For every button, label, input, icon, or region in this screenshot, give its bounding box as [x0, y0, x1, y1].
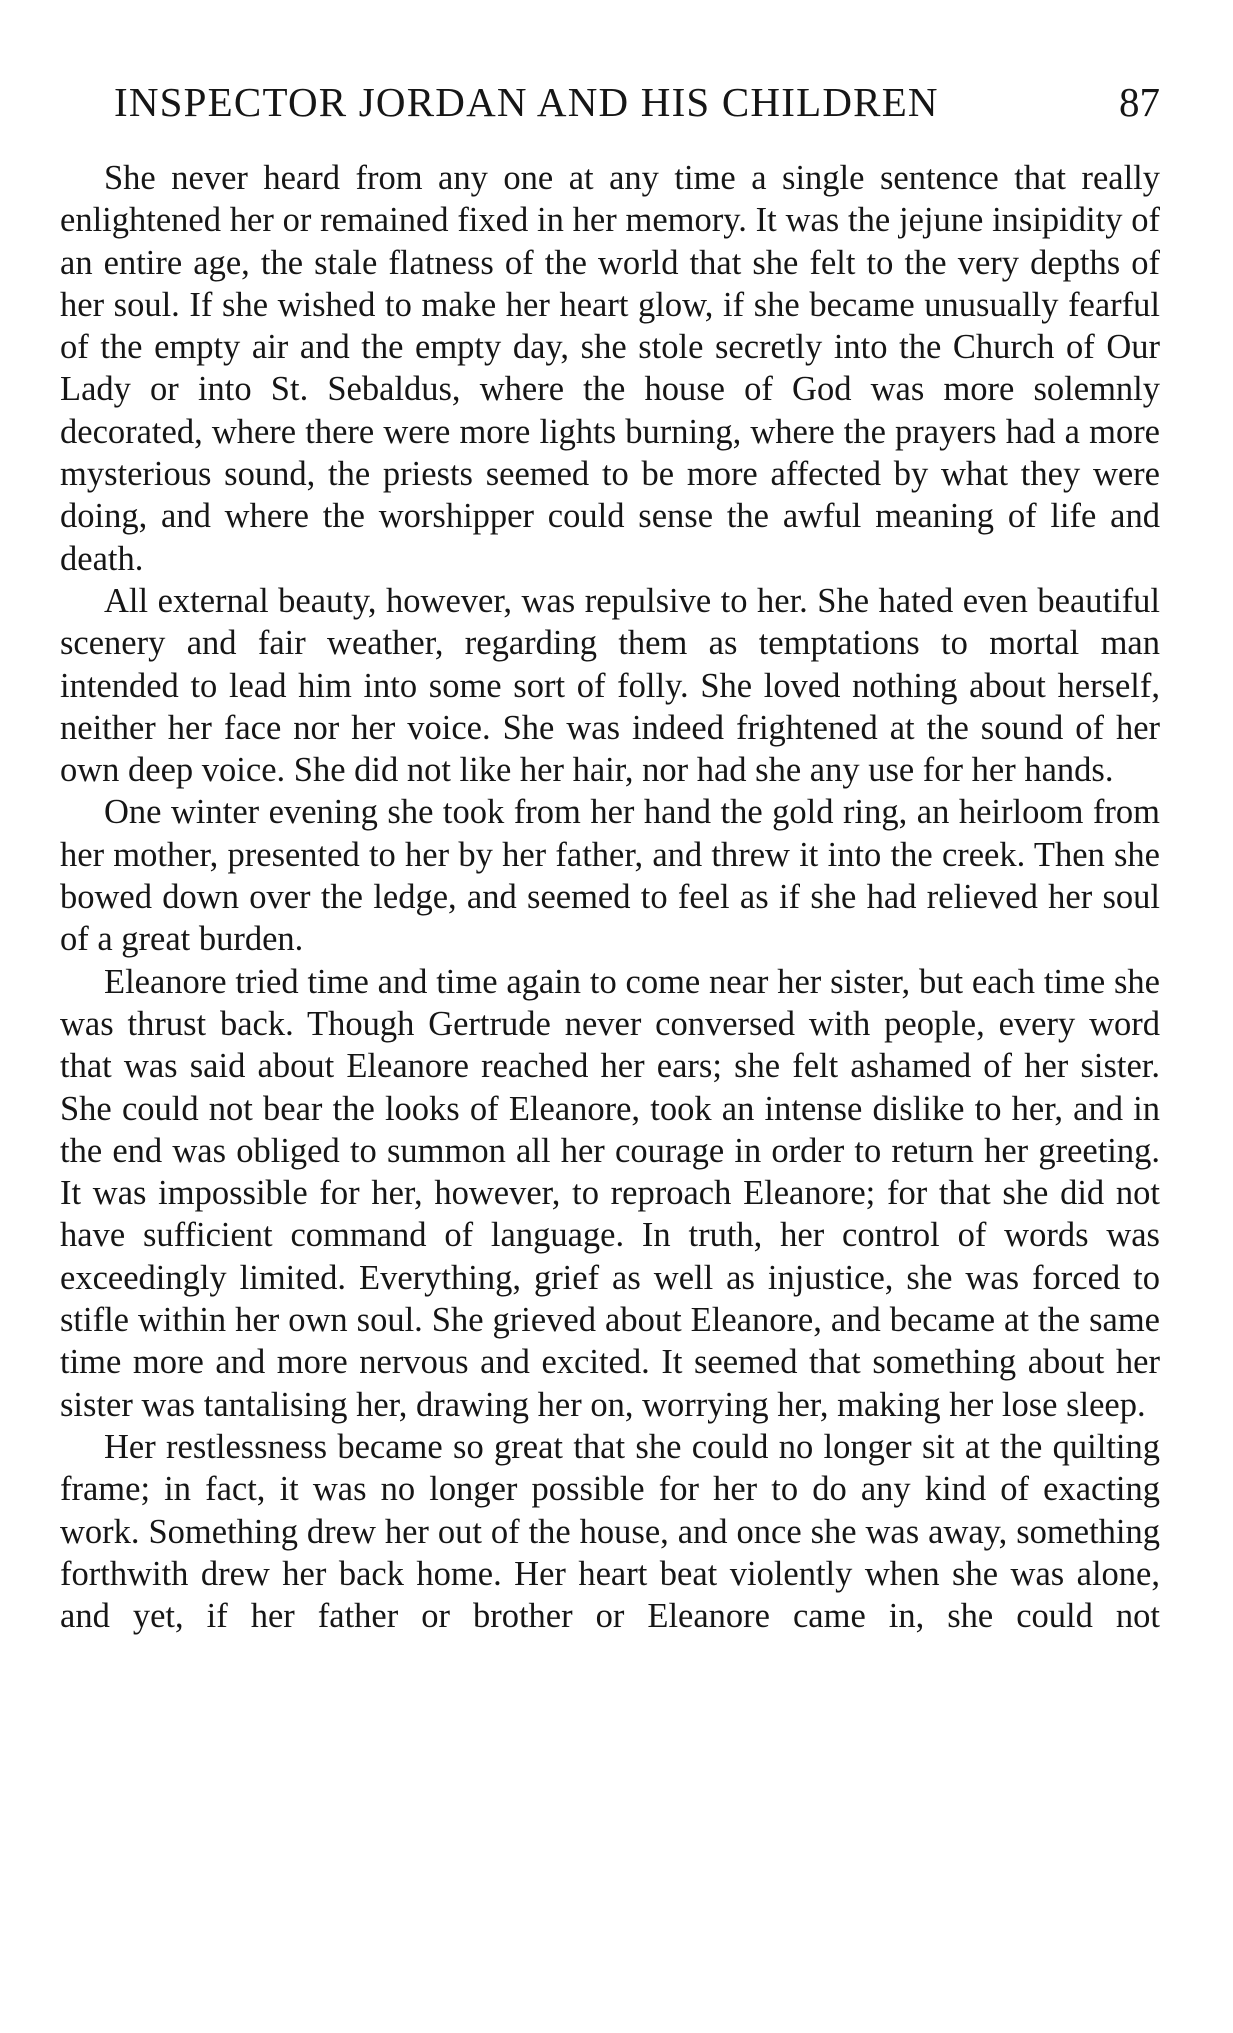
- paragraph-3: One winter evening she took from her hand the gold ring, an heirloom from her mother, presented to her by her father, and threw it into the creek. Then she bowed down over the ledge, and seemed to feel as if she had relieved her soul of a great burden.: [60, 793, 1160, 959]
- running-head: INSPECTOR JORDAN AND HIS CHILDREN: [114, 79, 939, 125]
- paragraph-2: All external beauty, however, was repulsive to her. She hated even beautiful scenery and fair weather, regarding them as temptations to mortal man intended to lead him into some sort of folly. She loved nothing about herself, neither her face nor her voice. She was indeed frightened at the sound of her own deep voice. She did not like her hair, nor had she any use for her hands.: [60, 581, 1160, 790]
- page-header: [110, 72, 1160, 132]
- body-text: [60, 157, 1160, 1987]
- paragraph-1: She never heard from any one at any time a single sentence that really enlightened her or remained fixed in her memory. It was the jejune insipidity of an entire age, the stale flatness of the world that she felt to the very depths of her soul. If she wished to make her heart glow, if she became unusually fearful of the empty air and the empty day, she stole secretly into the Church of Our Lady or into St. Sebaldus, where the house of God was more solemnly decorated, where there were more lights burning, where the prayers had a more mysterious sound, the priests seemed to be more affected by what they were doing, and where the worshipper could sense the awful meaning of life and death.: [60, 159, 1160, 578]
- paragraph-5: Her restlessness became so great that she could no longer sit at the quilting frame; in fact, it was no longer possible for her to do any kind of exacting work. Something drew her out of the house, and once she was away, something forthwith drew her back home. Her heart beat violently when she was alone, and yet, if her father or brother or Eleanore came in, she could not: [60, 1427, 1160, 1636]
- paragraph-4: Eleanore tried time and time again to come near her sister, but each time she was thrust back. Though Gertrude never conversed with people, every word that was said about Eleanore reached her ears; she felt ashamed of her sister. She could not bear the looks of Eleanore, took an intense dislike to her, and in the end was obliged to summon all her courage in order to return her greeting. It was impossible for her, however, to reproach Eleanore; for that she did not have sufficient command of language. In truth, her control of words was exceedingly limited. Everything, grief as well as injustice, she was forced to stifle within her own soul. She grieved about Eleanore, and became at the same time more and more nervous and excited. It seemed that something about her sister was tantalising her, drawing her on, worrying her, making her lose sleep.: [60, 962, 1160, 1424]
- page-number: 87: [1119, 79, 1160, 125]
